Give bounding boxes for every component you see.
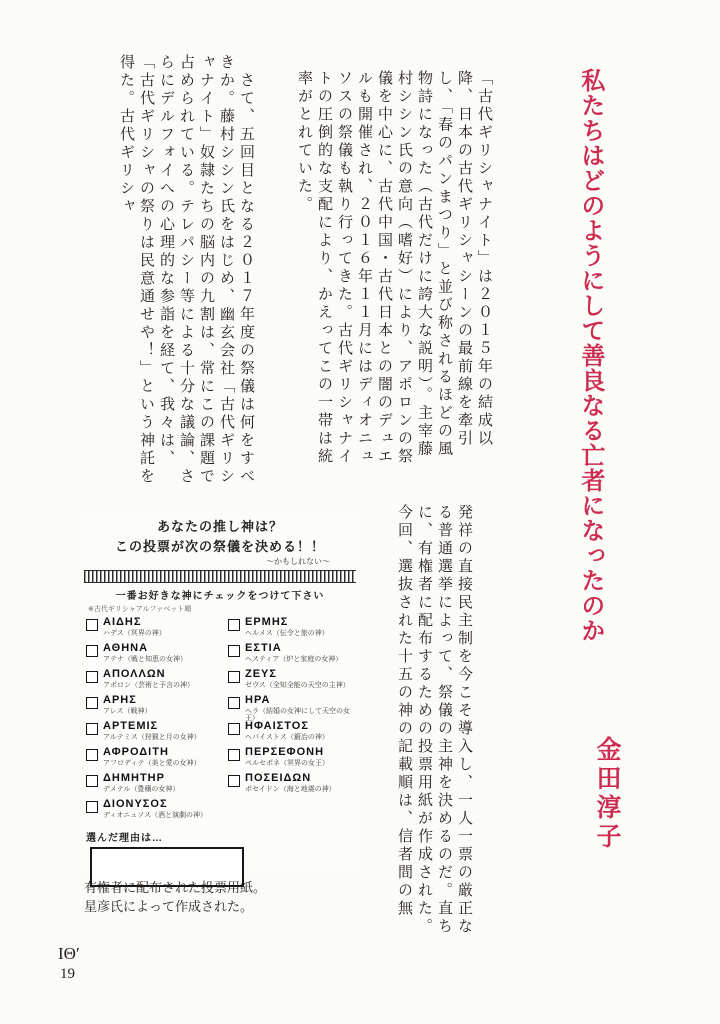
god-description: ヘパイストス（鍛冶の神） [245,733,329,741]
god-name: ΠΟΣΕΙΔΩΝ [245,772,312,784]
god-description: ヘスティア（炉と家庭の女神） [245,655,343,663]
god-row [84,695,214,721]
ballot-order-note: ※古代ギリシャアルファベット順 [88,606,192,613]
ballot-headline-1: あなたの推し神は？ [156,519,283,534]
god-checkbox [86,723,98,735]
god-name: ΔΙΟΝΥΣΟΣ [103,798,168,810]
god-name: ΖΕΥΣ [245,668,277,680]
god-description: ヘルメス（伝令と旅の神） [245,629,329,637]
god-description: ペルセポネ（冥界の女王） [245,759,329,767]
reason-label: 選んだ理由は… [86,833,163,844]
god-checkbox [86,749,98,761]
figure-caption [84,878,266,916]
figure-caption-line2: 星彦氏によって作成された。 [84,899,254,914]
god-row [84,773,214,799]
god-description: ハデス（冥界の神） [103,629,166,637]
god-row [226,617,356,643]
page-number-arabic: 19 [60,966,75,982]
god-checkbox [228,775,240,787]
god-name: ΑΙΔΗΣ [103,616,142,628]
god-checkbox [228,723,240,735]
god-row [226,695,356,721]
author-name: 金田淳子 [593,736,620,852]
god-checkbox [228,697,240,709]
god-description: アポロン（芸術と予言の神） [103,681,194,689]
page-number-greek: ΙΘ′ [58,944,80,963]
god-row [84,721,214,747]
god-name: ΑΠΟΛΛΩΝ [103,668,166,680]
god-checkbox-grid [84,617,356,825]
god-column-right [226,617,356,825]
god-name: ΑΘΗΝΑ [103,642,149,654]
body-paragraph-3: 発祥の直接民主制を今こそ導入し、一人一票の厳正なる普通選挙によって、祭儀の主神を決めるのだ。直ちに、有権者に配布するための投票用紙が作成された。今回、選抜された十五の神の記載順は、信者間の無 [396,504,472,936]
god-name: ΕΣΤΙΑ [245,642,282,654]
god-row [226,643,356,669]
god-description: ヘラ（結婚の女神にして天空の女王） [245,707,350,722]
god-description: アテナ（戦と知恵の女神） [103,655,187,663]
god-row [226,669,356,695]
god-description: アレス（戦神） [103,707,152,715]
page-title: 私たちはどのようにして善良なる亡者になったのか [576,68,603,643]
body-paragraph-2: さて、五回目となる２０１７年度の祭儀は何をすべきか。藤村シシン氏をはじめ、幽玄会社「古代ギリシャナイト」奴隷たちの脳内の九割は、常にこの課題で占められている。テレパシー等による十分な議論、さらにデルフォイへの心理的な参詣を経て、我々は、「古代ギリシャの祭りは民意通せや！」という神託を得た。古代ギリシャ [118,54,254,486]
god-name: ΗΦΑΙΣΤΟΣ [245,720,309,732]
god-name: ΑΡΤΕΜΙΣ [103,720,159,732]
god-checkbox [86,697,98,709]
god-checkbox [228,749,240,761]
page-number [58,944,80,984]
god-checkbox [86,775,98,787]
god-row [84,617,214,643]
god-description: アフロディテ（美と愛の女神） [103,759,201,767]
god-checkbox [86,801,98,813]
god-column-left [84,617,214,825]
god-row [226,721,356,747]
ballot-instruction: 一番お好きな神にチェックをつけて下さい [115,591,325,602]
god-checkbox [228,645,240,657]
god-name: ΑΡΗΣ [103,694,137,706]
god-checkbox [86,671,98,683]
god-row [226,747,356,773]
god-checkbox [86,645,98,657]
god-row [84,799,214,825]
god-name: ΗΡΑ [245,694,271,706]
god-name: ΔΗΜΗΤΗΡ [103,772,165,784]
god-checkbox [228,671,240,683]
god-row [84,643,214,669]
god-row [226,773,356,799]
god-checkbox [86,619,98,631]
god-row [84,669,214,695]
god-description: デメテル（豊穣の女神） [103,785,180,793]
god-description: ポセイドン（海と地震の神） [245,785,336,793]
god-name: ΠΕΡΣΕΦΟΝΗ [245,746,325,758]
figure-caption-line1: 有権者に配布された投票用紙。 [84,880,267,895]
god-row [84,747,214,773]
ballot-maybe-note: 〜かもしれない〜 [266,557,330,566]
god-description: ゼウス（全知全能の天空の主神） [245,681,350,689]
god-name: ΑΦΡΟΔΙΤΗ [103,746,169,758]
ballot-headline-2: この投票が次の祭儀を決める！！ [114,539,325,554]
god-checkbox [228,619,240,631]
body-paragraph-1: 「古代ギリシャナイト」は２０１５年の結成以降、日本の古代ギリシャシーンの最前線を牽引し、「春のパンまつり」と並び称されるほどの風物詩になった（古代だけに誇大な説明）。主宰藤村シシン氏の意向（嗜好）により、アポロンの祭儀を中心に、古代中国・古代日本との闇のデュエルも開催され、２０１６年１１月にはディオニュソスの祭儀も執り行ってきた。古代ギリシャナイトの圧倒的な支配により、かえってこの一帯は統率がとれていた。 [296,70,492,466]
god-name: ΕΡΜΗΣ [245,616,289,628]
greek-meander-border [84,570,356,583]
god-description: アルテミス（狩猟と月の女神） [103,733,201,741]
ballot-figure [84,516,356,868]
god-description: ディオニュソス（酒と演劇の神） [103,811,208,819]
